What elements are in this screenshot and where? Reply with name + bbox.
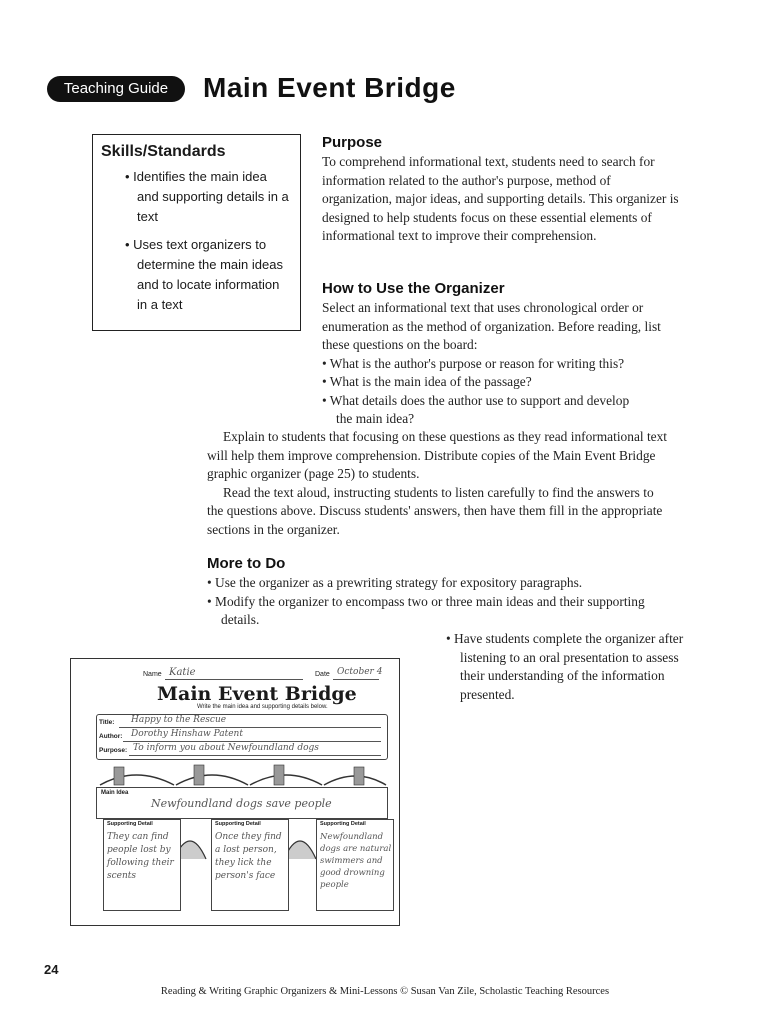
date-value: October 4 xyxy=(337,667,383,677)
more-to-do-list xyxy=(207,574,647,630)
supporting-detail-3: Newfoundland dogs are natural swimmers and good drowning people xyxy=(320,832,392,890)
organizer-subtitle: Write the main idea and supporting details below. xyxy=(197,704,328,710)
bridge-railing-icon xyxy=(96,759,388,789)
organizer-sample-image xyxy=(70,658,400,926)
organizer-title: Main Event Bridge xyxy=(157,683,357,705)
more-item: • Use the organizer as a prewriting strategy for expository paragraphs. xyxy=(207,575,583,590)
supporting-detail-label: Supporting Detail xyxy=(320,821,366,827)
name-value: Katie xyxy=(169,667,196,678)
paragraph-read-aloud: Read the text aloud, instructing students to listen carefully to find the answers to the questions above. Discuss students' answers, then have them fill in the appropriate sections in the organizer. xyxy=(207,484,663,537)
footer-credit: Reading & Writing Graphic Organizers & Mini-Lessons © Susan Van Zile, Scholastic Teaching Resources xyxy=(160,986,610,997)
more-to-do-list-right xyxy=(446,630,691,704)
name-label: Name xyxy=(143,671,162,678)
author-value: Dorothy Hinshaw Patent xyxy=(131,729,243,739)
purpose-text: To comprehend informational text, students need to search for information related to the author's purpose, method of organization, major ideas, and supporting details. This organizer is designed to help students focus on these essential elements of informational text to improve their comprehension. xyxy=(322,154,679,243)
title-label: Title: xyxy=(99,719,115,726)
how-to-use-paragraphs xyxy=(207,428,669,539)
purpose-heading: Purpose xyxy=(322,134,383,151)
supporting-detail-label: Supporting Detail xyxy=(107,821,153,827)
supporting-detail-1: They can find people lost by following their scents xyxy=(107,832,174,881)
skills-heading: Skills/Standards xyxy=(101,143,226,160)
more-item: • Modify the organizer to encompass two or three main ideas and their supporting details. xyxy=(207,593,645,627)
question-item: • What is the author's purpose or reason for writing this? xyxy=(322,355,625,371)
skills-standards-box xyxy=(92,134,301,331)
teaching-guide-badge: Teaching Guide xyxy=(47,76,185,102)
page-number: 24 xyxy=(44,962,59,977)
skill-item: • Identifies the main idea and supporting details in a text xyxy=(125,169,289,224)
title-value: Happy to the Rescue xyxy=(131,715,227,725)
main-idea-value: Newfoundland dogs save people xyxy=(151,797,332,810)
supporting-detail-label: Supporting Detail xyxy=(215,821,261,827)
how-to-use-heading: How to Use the Organizer xyxy=(322,280,505,297)
question-item: • What is the main idea of the passage? xyxy=(322,374,532,389)
question-item: • What details does the author use to support and develop the main idea? xyxy=(322,392,630,426)
main-idea-label: Main Idea xyxy=(101,790,129,796)
date-label: Date xyxy=(315,671,330,678)
purpose-label: Purpose: xyxy=(99,747,128,754)
paragraph-explain: Explain to students that focusing on these questions as they read informational text will help them improve comprehension. Distribute copies of the Main Event Bridge graphic organizer (page 25) to students. xyxy=(207,429,668,481)
supporting-detail-2: Once they find a lost person, they lick the person's face xyxy=(215,832,282,881)
more-item: • Have students complete the organizer after listening to an oral presentation to assess their understanding of the information presented. xyxy=(446,631,684,702)
more-to-do-heading: More to Do xyxy=(207,555,286,572)
how-to-use-intro: Select an informational text that uses chronological order or enumeration as the method of organization. Before reading, list these questions on the board: xyxy=(322,300,661,352)
skill-item: • Uses text organizers to determine the main ideas and to locate information in a text xyxy=(125,237,283,312)
author-label: Author: xyxy=(99,733,123,740)
page-title: Main Event Bridge xyxy=(203,72,456,103)
how-to-use-body xyxy=(322,299,686,429)
purpose-value: To inform you about Newfoundland dogs xyxy=(133,743,319,753)
